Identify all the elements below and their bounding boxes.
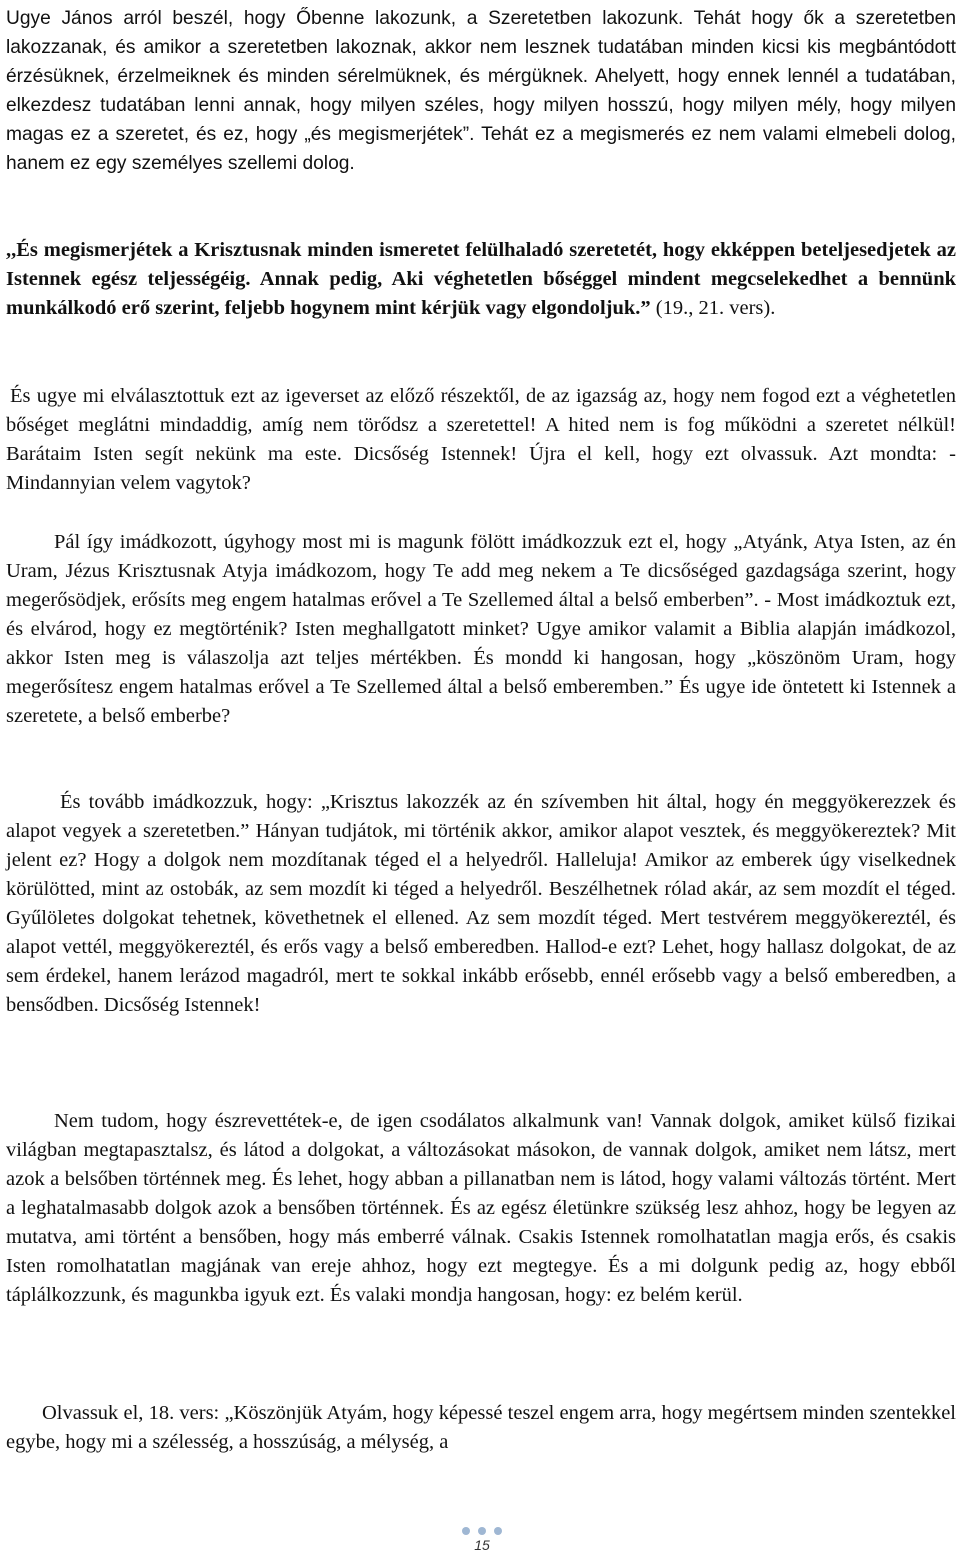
scripture-quote: ,,És megismerjétek a Krisztusnak minden ismeretet felülhaladó szeretetét, hogy ekképpen beteljesedjetek az Istennek egész teljességéig. Annak pedig, Aki véghetetlen bőséggel mindent megcselekedhet a bennünk munkálkodó erő szerint, feljebb hogynem mint kérjük vagy elgondoljuk.” [6,239,956,319]
paragraph-6: Nem tudom, hogy észrevettétek-e, de igen csodálatos alkalmunk van! Vannak dolgok, amiket külső fizikai világban megtapasztalsz, és látod a dolgokat, a változásokat másokon, de vannak dolgok, amiket nem látsz, mert azok a belsőben történnek meg. És lehet, hogy abban a pillanatban nem is látod, hogy valami változás történt. Mert a leghatalmasabb dolgok azok a bensőben történnek. És az egész életünkre szükség lesz ahhoz, hogy be legyen az mutatva, ami történt a bensőben, hogy más emberré válnak. Csakis Istennek romolhatatlan magja erős, és csakis Isten romolhatatlan magjának van ereje ahhoz, hogy ezt megtegye. És a mi dolgunk pedig az, hogy ebből táplálkozzunk, és magunkba igyuk ezt. És valaki mondja hangosan, hogy: ez belém kerül. [6,1110,956,1306]
ornament-dot [462,1527,470,1535]
page-ornament-dots [460,1527,504,1535]
paragraph-7: Olvassuk el, 18. vers: „Köszönjük Atyám, hogy képessé teszel engem arra, hogy megértsem minden szentekkel egybe, hogy mi a szélesség, a hosszúság, a mélység, a [6,1402,956,1453]
page-number: 15 [474,1537,490,1553]
verse-reference: (19., 21. vers). [650,297,776,319]
ornament-dot [494,1527,502,1535]
ornament-dot [478,1527,486,1535]
paragraph-2-quote [6,236,956,323]
paragraph-3: És ugye mi elválasztottuk ezt az igeverset az előző részektől, de az igazság az, hogy nem fogod ezt a véghetetlen bőséget meglátni mindaddig, amíg nem törődsz a szeretettel! A hited nem is fog működni a szeretet nélkül! Barátaim Isten segít nekünk ma este. Dicsőség Istennek! Újra el kell, hogy ezt olvassuk. Azt mondta: - Mindannyian velem vagytok? [6,385,956,494]
paragraph-1: Ugye János arról beszél, hogy Őbenne lakozunk, a Szeretetben lakozunk. Tehát hogy ők a szeretetben lakozzanak, és amikor a szeretetben lakoznak, akkor nem lesznek tudatában minden kicsi kis megbántódott érzésüknek, érzelmeiknek és minden sérelmüknek, és mérgüknek. Ahelyett, hogy ennek lennél a tudatában, elkezdesz tudatában lenni annak, hogy milyen széles, hogy milyen hosszú, hogy milyen mély, hogy milyen magas ez a szeretet, és ez, hogy „és megismerjétek”. Tehát ez a megismerés ez nem valami elmebeli dolog, hanem ez egy személyes szellemi dolog. [6,8,956,174]
paragraph-4: Pál így imádkozott, úgyhogy most mi is magunk fölött imádkozzuk ezt el, hogy „Atyánk, Atya Isten, az én Uram, Jézus Krisztusnak Atyja imádkozom, hogy Te add meg nekem a Te dicsőséged gazdagsága szerint, hogy megerősödjek, erősíts meg engem hatalmas erővel a Te Szellemed által a belső emberben”. - Most imádkoztuk ezt, és elvárod, hogy ez megtörténik? Isten meghallgatott minket? Ugye amikor valamit a Biblia alapján imádkozol, akkor Isten meg is válaszolja azt teljes mértékben. És mondd ki hangosan, hogy „köszönöm Uram, hogy megerősítesz engem hatalmas erővel a Te Szellemed által a belső emberemben.” És ugye ide öntetett ki Istennek a szeretete, a belső emberbe? [6,531,956,727]
paragraph-5: És tovább imádkozzuk, hogy: „Krisztus lakozzék az én szívemben hit által, hogy én meggyökerezzek és alapot vegyek a szeretetben.” Hányan tudjátok, mi történik akkor, amikor alapot vesztek, és meggyökereztek? Mit jelent ez? Hogy a dolgok nem mozdítanak téged el a helyedről. Halleluja! Amikor az emberek úgy viselkednek körülötted, mint az ostobák, az sem mozdít ki téged a helyedről. Beszélhetnek rólad akár, az sem mozdít el téged. Gyűlöletes dolgokat tehetnek, követhetnek el ellened. Az sem mozdít téged. Mert testvérem meggyökereztél, és alapot vettél, meggyökereztél, és erős vagy a belső emberedben. Hallod-e ezt? Lehet, hogy hallasz dolgokat, de az sem érdekel, hanem lerázod magadról, mert te sokkal inkább erősebb, ennél erősebb vagy a belső emberedben, a bensődben. Dicsőség Istennek! [6,791,956,1016]
